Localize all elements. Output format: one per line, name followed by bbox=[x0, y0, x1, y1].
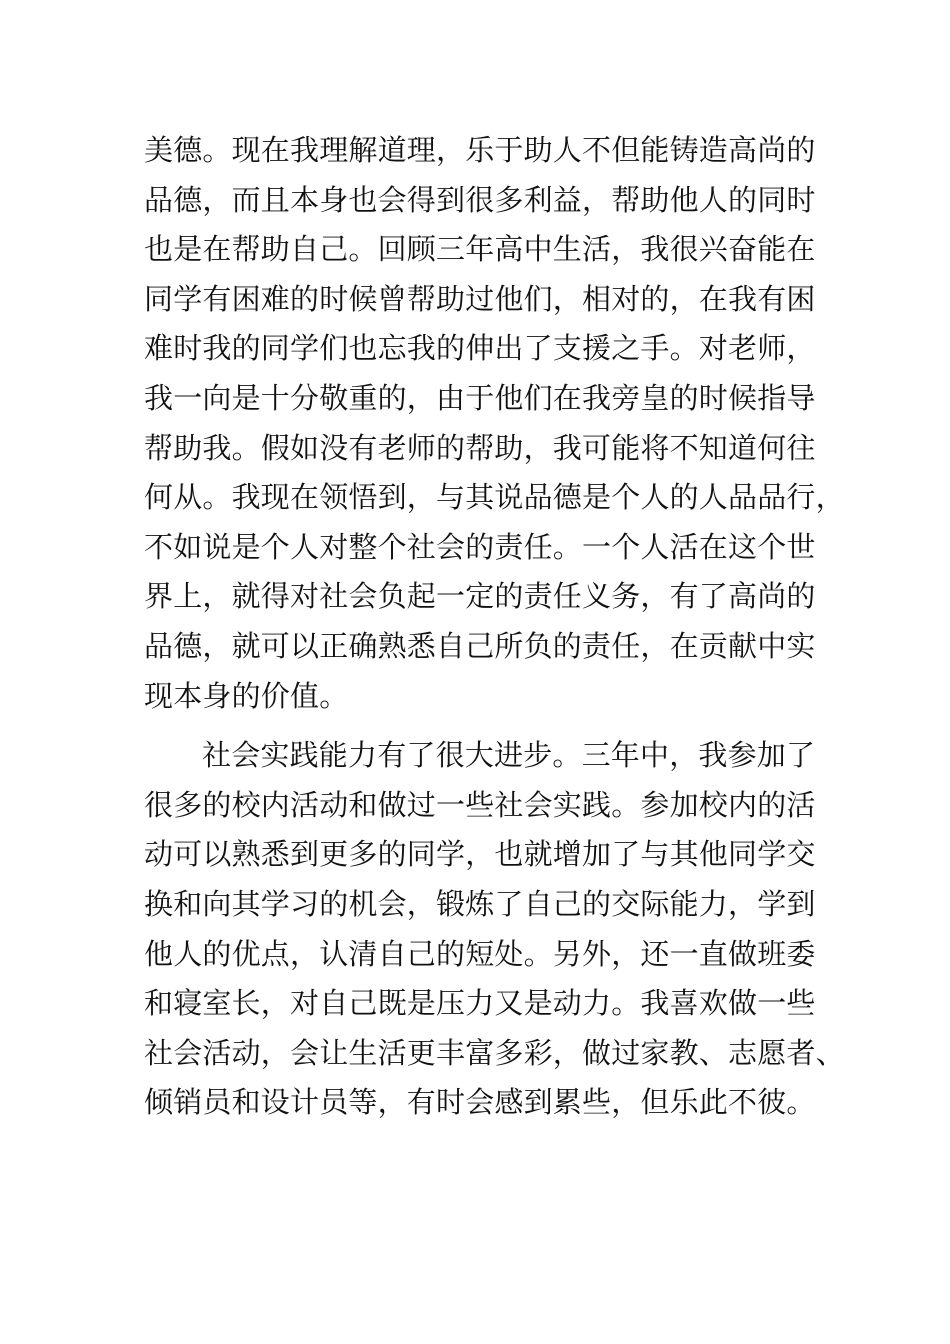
paragraph-line: 我一向是十分敬重的，由于他们在我旁皇的时候指导 bbox=[144, 380, 816, 415]
paragraph-line: 帮助我。假如没有老师的帮助，我可能将不知道何往 bbox=[144, 430, 816, 465]
paragraph-spacer bbox=[144, 721, 844, 731]
document-body bbox=[144, 126, 844, 1128]
paragraph-2 bbox=[144, 731, 844, 1128]
paragraph-1 bbox=[144, 126, 844, 721]
paragraph-line: 社会实践能力有了很大进步。三年中，我参加了 bbox=[202, 738, 816, 773]
paragraph-line: 倾销员和设计员等，有时会感到累些，但乐此不彼。 bbox=[144, 1085, 816, 1120]
paragraph-line: 动可以熟悉到更多的同学，也就增加了与其他同学交 bbox=[144, 837, 816, 872]
paragraph-line: 难时我的同学们也忘我的伸出了支援之手。对老师， bbox=[144, 331, 816, 366]
paragraph-line: 和寝室长，对自己既是压力又是动力。我喜欢做一些 bbox=[144, 986, 816, 1021]
paragraph-line: 同学有困难的时候曾帮助过他们，相对的，在我有困 bbox=[144, 281, 816, 316]
paragraph-line: 他人的优点，认清自己的短处。另外，还一直做班委 bbox=[144, 936, 816, 971]
paragraph-line: 不如说是个人对整个社会的责任。一个人活在这个世 bbox=[144, 529, 816, 564]
paragraph-line: 现本身的价值。 bbox=[144, 678, 349, 713]
paragraph-line: 美德。现在我理解道理，乐于助人不但能铸造高尚的 bbox=[144, 133, 816, 167]
paragraph-line: 换和向其学习的机会，锻炼了自己的交际能力，学到 bbox=[144, 886, 816, 921]
paragraph-line: 社会活动，会让生活更丰富多彩，做过家教、志愿者、 bbox=[144, 1035, 845, 1070]
paragraph-line: 也是在帮助自己。回顾三年高中生活，我很兴奋能在 bbox=[144, 232, 816, 267]
paragraph-line: 很多的校内活动和做过一些社会实践。参加校内的活 bbox=[144, 787, 816, 822]
paragraph-line: 品德，就可以正确熟悉自己所负的责任，在贡献中实 bbox=[144, 628, 816, 663]
paragraph-line: 何从。我现在领悟到，与其说品德是个人的人品品行， bbox=[144, 480, 845, 515]
paragraph-line: 品德，而且本身也会得到很多利益，帮助他人的同时 bbox=[144, 182, 816, 217]
paragraph-line: 界上，就得对社会负起一定的责任义务，有了高尚的 bbox=[144, 579, 816, 614]
